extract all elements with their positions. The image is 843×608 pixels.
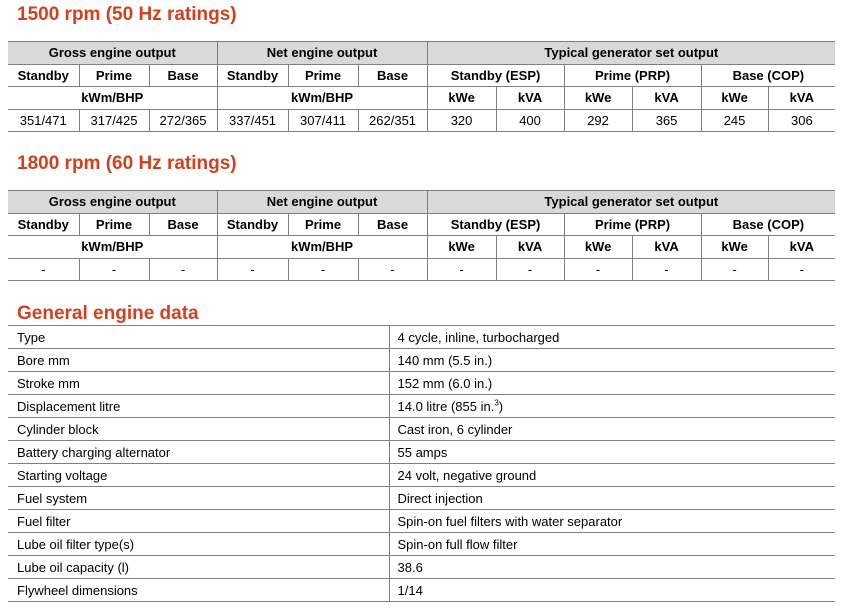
value-row xyxy=(8,258,835,281)
subheader-row xyxy=(8,64,835,87)
value-cell: - xyxy=(79,258,149,281)
value-cell: 351/471 xyxy=(8,109,79,132)
general-engine-data-table xyxy=(8,325,835,602)
table-row xyxy=(8,326,835,349)
spec-label: Displacement litre xyxy=(8,395,389,418)
table-row xyxy=(8,487,835,510)
value-cell: 320 xyxy=(427,109,496,132)
section-title-general-engine-data: General engine data xyxy=(17,303,199,324)
spec-value: 55 amps xyxy=(389,441,835,464)
value-cell: - xyxy=(701,258,768,281)
unit-cell: kWe xyxy=(427,87,496,110)
ratings-table-60hz xyxy=(8,190,835,281)
spec-value: 24 volt, negative ground xyxy=(389,464,835,487)
subheader-cell: Standby xyxy=(8,64,79,87)
value-cell: - xyxy=(768,258,835,281)
spec-label: Fuel filter xyxy=(8,510,389,533)
value-cell: - xyxy=(149,258,217,281)
unit-cell: kWm/BHP xyxy=(8,87,217,110)
subheader-cell: Standby xyxy=(217,213,288,236)
value-cell: 306 xyxy=(768,109,835,132)
table-row xyxy=(8,510,835,533)
unit-cell: kWe xyxy=(701,236,768,259)
value-cell: - xyxy=(496,258,564,281)
spec-label: Bore mm xyxy=(8,349,389,372)
value-cell: - xyxy=(564,258,632,281)
value-row xyxy=(8,109,835,132)
unit-cell: kWe xyxy=(564,87,632,110)
subheader-cell: Prime xyxy=(288,64,358,87)
ratings-table-50hz xyxy=(8,41,835,132)
spec-value-superscript: 3 xyxy=(494,398,499,408)
subheader-cell: Base (COP) xyxy=(701,64,835,87)
unit-cell: kVA xyxy=(768,236,835,259)
value-cell: - xyxy=(632,258,701,281)
value-cell: - xyxy=(8,258,79,281)
spec-value: Direct injection xyxy=(389,487,835,510)
section-title-60hz: 1800 rpm (60 Hz ratings) xyxy=(17,153,237,174)
subheader-cell: Standby xyxy=(217,64,288,87)
spec-value: 38.6 xyxy=(389,556,835,579)
table-row xyxy=(8,349,835,372)
unit-cell: kWe xyxy=(564,236,632,259)
section-title-50hz: 1500 rpm (50 Hz ratings) xyxy=(17,4,237,25)
subheader-cell: Base xyxy=(358,64,427,87)
spec-label: Starting voltage xyxy=(8,464,389,487)
subheader-cell: Prime (PRP) xyxy=(564,213,701,236)
value-cell: - xyxy=(288,258,358,281)
value-cell: 245 xyxy=(701,109,768,132)
spec-value-text: 14.0 litre (855 in. xyxy=(397,398,495,414)
subheader-cell: Base xyxy=(149,64,217,87)
subheader-row xyxy=(8,213,835,236)
value-cell: 365 xyxy=(632,109,701,132)
unit-cell: kVA xyxy=(632,236,701,259)
value-cell: - xyxy=(358,258,427,281)
spec-label: Lube oil filter type(s) xyxy=(8,533,389,556)
value-cell: - xyxy=(217,258,288,281)
table-row xyxy=(8,579,835,602)
value-cell: - xyxy=(427,258,496,281)
spec-value: 1/14 xyxy=(389,579,835,602)
table-row xyxy=(8,418,835,441)
group-header-gross: Gross engine output xyxy=(8,191,217,214)
subheader-cell: Standby (ESP) xyxy=(427,213,564,236)
subheader-cell: Standby (ESP) xyxy=(427,64,564,87)
subheader-cell: Base xyxy=(149,213,217,236)
value-cell: 272/365 xyxy=(149,109,217,132)
unit-cell: kWm/BHP xyxy=(8,236,217,259)
table-row xyxy=(8,533,835,556)
table-row xyxy=(8,464,835,487)
value-cell: 400 xyxy=(496,109,564,132)
spec-value: Spin-on full flow filter xyxy=(389,533,835,556)
group-header-row xyxy=(8,191,835,214)
group-header-row xyxy=(8,42,835,65)
subheader-cell: Base (COP) xyxy=(701,213,835,236)
group-header-net: Net engine output xyxy=(217,42,427,65)
table-row xyxy=(8,556,835,579)
value-cell: 292 xyxy=(564,109,632,132)
value-cell: 337/451 xyxy=(217,109,288,132)
spec-label: Lube oil capacity (l) xyxy=(8,556,389,579)
unit-cell: kWe xyxy=(701,87,768,110)
subheader-cell: Prime xyxy=(79,213,149,236)
subheader-cell: Standby xyxy=(8,213,79,236)
spec-value: Cast iron, 6 cylinder xyxy=(389,418,835,441)
spec-value-suffix: ) xyxy=(498,398,504,414)
table-row xyxy=(8,395,835,418)
subheader-cell: Base xyxy=(358,213,427,236)
value-cell: 262/351 xyxy=(358,109,427,132)
subheader-cell: Prime xyxy=(79,64,149,87)
spec-value: Spin-on fuel filters with water separator xyxy=(389,510,835,533)
spec-label: Flywheel dimensions xyxy=(8,579,389,602)
unit-cell: kWe xyxy=(427,236,496,259)
unit-cell: kVA xyxy=(496,236,564,259)
spec-value: 140 mm (5.5 in.) xyxy=(389,349,835,372)
unit-cell: kVA xyxy=(496,87,564,110)
spec-label: Stroke mm xyxy=(8,372,389,395)
subheader-cell: Prime (PRP) xyxy=(564,64,701,87)
unit-cell: kWm/BHP xyxy=(217,87,427,110)
unit-row xyxy=(8,87,835,110)
subheader-cell: Prime xyxy=(288,213,358,236)
spec-value xyxy=(389,395,835,418)
group-header-genset: Typical generator set output xyxy=(427,42,835,65)
group-header-genset: Typical generator set output xyxy=(427,191,835,214)
table-row xyxy=(8,372,835,395)
unit-row xyxy=(8,236,835,259)
value-cell: 307/411 xyxy=(288,109,358,132)
spec-label: Cylinder block xyxy=(8,418,389,441)
spec-value: 152 mm (6.0 in.) xyxy=(389,372,835,395)
spec-label: Type xyxy=(8,326,389,349)
value-cell: 317/425 xyxy=(79,109,149,132)
group-header-gross: Gross engine output xyxy=(8,42,217,65)
spec-value: 4 cycle, inline, turbocharged xyxy=(389,326,835,349)
group-header-net: Net engine output xyxy=(217,191,427,214)
unit-cell: kVA xyxy=(632,87,701,110)
spec-label: Fuel system xyxy=(8,487,389,510)
unit-cell: kVA xyxy=(768,87,835,110)
table-row xyxy=(8,441,835,464)
unit-cell: kWm/BHP xyxy=(217,236,427,259)
spec-label: Battery charging alternator xyxy=(8,441,389,464)
